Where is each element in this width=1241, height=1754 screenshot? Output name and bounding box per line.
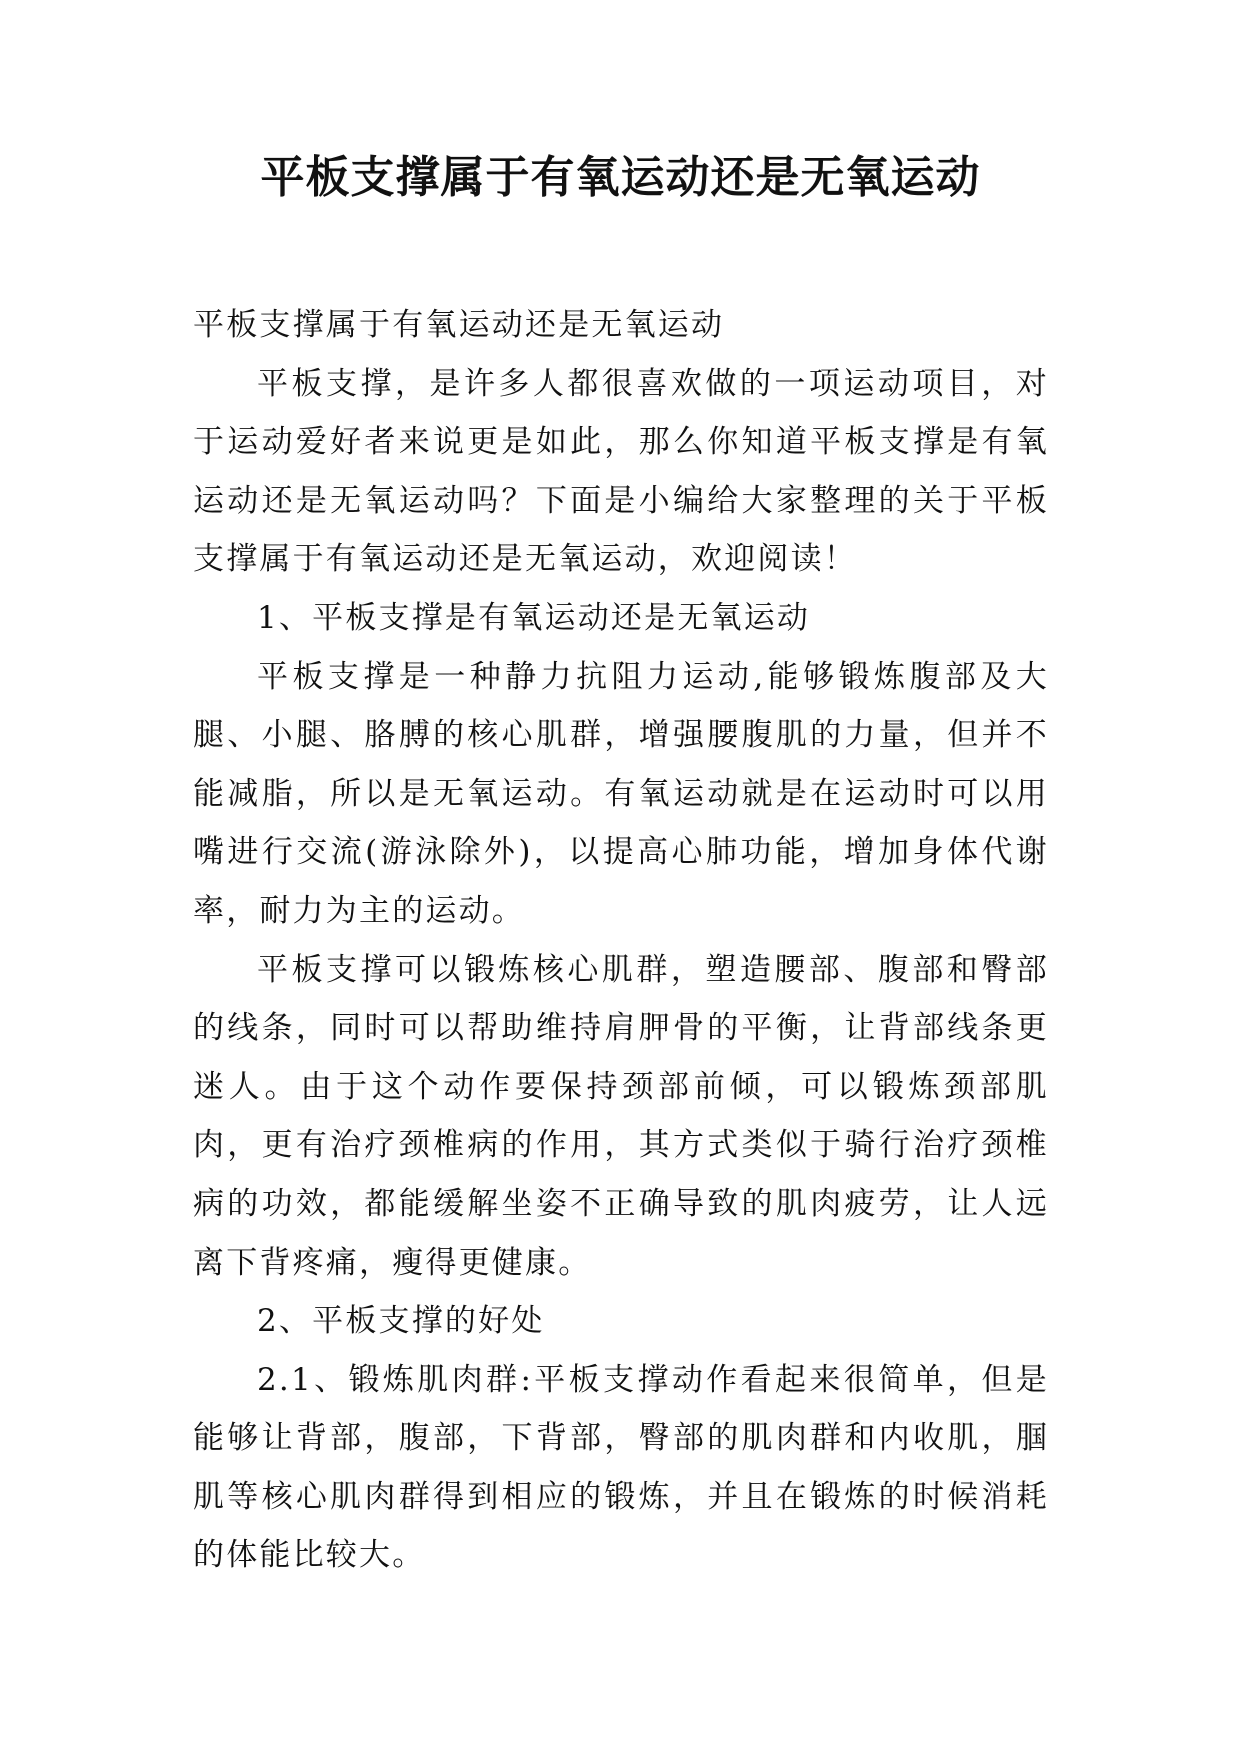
paragraph-section-1-b: 平板支撑可以锻炼核心肌群，塑造腰部、腹部和臀部的线条，同时可以帮助维持肩胛骨的平衡，让背部线条更迷人。由于这个动作要保持颈部前倾，可以锻炼颈部肌肉，更有治疗颈椎病的作用，其方式类似于骑行治疗颈椎病的功效，都能缓解坐姿不正确导致的肌肉疲劳，让人远离下背疼痛，瘦得更健康。: [193, 951, 1049, 1281]
document-title: 平板支撑属于有氧运动还是无氧运动: [260, 152, 981, 203]
paragraph-section-1-a: 平板支撑是一种静力抗阻力运动,能够锻炼腹部及大腿、小腿、胳膊的核心肌群，增强腰腹肌的力量，但并不能减脂，所以是无氧运动。有氧运动就是在运动时可以用嘴进行交流(游泳除外)，以提高心肺功能，增加身体代谢率，耐力为主的运动。: [193, 658, 1049, 929]
document-body: [193, 296, 1049, 1585]
section-heading-2: 2、平板支撑的好处: [257, 1303, 545, 1340]
section-heading-1: 1、平板支撑是有氧运动还是无氧运动: [257, 599, 811, 636]
paragraph-intro: 平板支撑，是许多人都很喜欢做的一项运动项目，对于运动爱好者来说更是如此，那么你知道平板支撑是有氧运动还是无氧运动吗？下面是小编给大家整理的关于平板支撑属于有氧运动还是无氧运动，欢迎阅读！: [193, 365, 1049, 578]
paragraph-section-2-1: 2.1、锻炼肌肉群:平板支撑动作看起来很简单，但是能够让背部，腹部，下背部，臀部的肌肉群和内收肌，腘肌等核心肌肉群得到相应的锻炼，并且在锻炼的时候消耗的体能比较大。: [193, 1361, 1049, 1574]
paragraph-subtitle: 平板支撑属于有氧运动还是无氧运动: [193, 307, 725, 343]
